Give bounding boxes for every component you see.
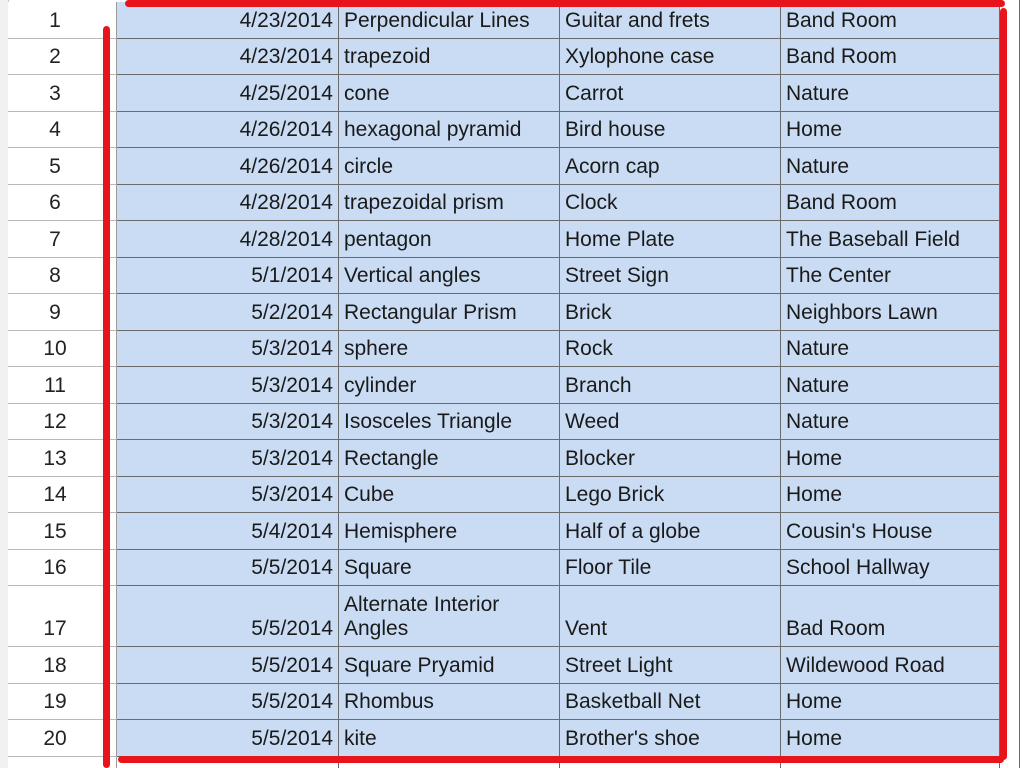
location-cell[interactable]: [781, 221, 1000, 258]
table-row: [0, 294, 1024, 331]
object-cell[interactable]: [560, 684, 781, 721]
location-cell[interactable]: [781, 2, 1000, 39]
date-cell-text: 4/23/2014: [239, 45, 333, 68]
location-cell-text: Band Room: [786, 8, 897, 32]
row-header-text: 5: [49, 154, 61, 178]
table-row: [0, 75, 1024, 112]
row-header-text: 8: [49, 264, 61, 287]
location-cell-text: Home: [786, 118, 843, 141]
shape-cell-text: cone: [344, 81, 390, 105]
row-header-text: 7: [49, 227, 61, 251]
date-cell[interactable]: [117, 39, 339, 76]
shape-cell-text: Alternate Interior Angles: [344, 593, 500, 640]
object-cell-text: Street Light: [565, 653, 673, 677]
location-cell-text: The Baseball Field: [786, 227, 960, 251]
object-cell-text: Clock: [565, 191, 618, 214]
date-cell[interactable]: [117, 513, 339, 550]
location-cell-text: Wildewood Road: [786, 653, 945, 677]
shape-cell[interactable]: [339, 258, 560, 295]
location-cell-text: Nature: [786, 337, 850, 360]
row-header[interactable]: [8, 586, 117, 647]
shape-cell[interactable]: [339, 586, 560, 647]
right-gutter: [1019, 0, 1024, 768]
table-row: [0, 647, 1024, 684]
location-cell-text: Nature: [786, 154, 850, 178]
shape-cell-text: sphere: [344, 337, 409, 360]
table-row: [0, 148, 1024, 185]
object-cell[interactable]: [560, 367, 781, 404]
row-header[interactable]: [8, 294, 117, 331]
date-cell-text: 5/5/2014: [251, 556, 333, 579]
shape-cell-text: trapezoid: [344, 45, 431, 68]
location-cell-text: Home: [786, 726, 843, 750]
row-header-text: 4: [49, 118, 61, 141]
object-cell[interactable]: [560, 647, 781, 684]
location-cell[interactable]: [781, 513, 1000, 550]
row-header[interactable]: [8, 684, 117, 721]
shape-cell[interactable]: [339, 294, 560, 331]
object-cell-text: Branch: [565, 373, 632, 397]
table-row: [0, 513, 1024, 550]
row-header[interactable]: [8, 148, 117, 185]
row-header-text: 3: [49, 81, 61, 105]
row-header[interactable]: [8, 404, 117, 441]
shape-cell-text: circle: [344, 154, 394, 178]
object-cell[interactable]: [560, 586, 781, 647]
table-row: [0, 2, 1024, 39]
shape-cell-text: Rectangular Prism: [344, 300, 517, 324]
row-header-text: 16: [43, 556, 67, 579]
row-header-text: 17: [43, 617, 67, 640]
object-cell-text: Guitar and frets: [565, 8, 710, 32]
table-row: [0, 684, 1024, 721]
row-header[interactable]: [8, 720, 117, 757]
object-cell[interactable]: [560, 39, 781, 76]
object-cell-text: Home Plate: [565, 227, 675, 251]
row-header[interactable]: [8, 550, 117, 587]
row-header-text: 12: [43, 410, 67, 433]
shape-cell[interactable]: [339, 112, 560, 149]
shape-cell-text: hexagonal pyramid: [344, 118, 522, 141]
location-cell[interactable]: [781, 112, 1000, 149]
location-cell[interactable]: [781, 586, 1000, 647]
table-row: [0, 720, 1024, 757]
row-header[interactable]: [8, 647, 117, 684]
date-cell-text: 4/26/2014: [239, 118, 333, 141]
shape-cell[interactable]: [339, 148, 560, 185]
row-header[interactable]: [8, 2, 117, 39]
location-cell[interactable]: [781, 647, 1000, 684]
row-header[interactable]: [8, 75, 117, 112]
shape-cell-text: cylinder: [344, 373, 417, 397]
empty-cell[interactable]: [8, 757, 117, 768]
date-cell[interactable]: [117, 2, 339, 39]
date-cell-text: 4/28/2014: [239, 191, 333, 214]
row-header[interactable]: [8, 112, 117, 149]
location-cell-text: Home: [786, 690, 843, 713]
shape-cell-text: Hemisphere: [344, 519, 458, 543]
date-cell[interactable]: [117, 148, 339, 185]
annotation-bracket-bottom: [118, 756, 1004, 763]
table-row: [0, 440, 1024, 477]
row-header[interactable]: [8, 513, 117, 550]
location-cell-text: Bad Room: [786, 617, 886, 640]
location-cell[interactable]: [781, 148, 1000, 185]
location-cell-text: Neighbors Lawn: [786, 300, 938, 324]
table-row: [0, 477, 1024, 514]
shape-cell[interactable]: [339, 550, 560, 587]
object-cell[interactable]: [560, 440, 781, 477]
date-cell-text: 5/5/2014: [251, 653, 333, 677]
location-cell[interactable]: [781, 404, 1000, 441]
object-cell-text: Bird house: [565, 118, 666, 141]
date-cell[interactable]: [117, 586, 339, 647]
shape-cell-text: kite: [344, 726, 377, 750]
table-row: [0, 404, 1024, 441]
object-cell[interactable]: [560, 2, 781, 39]
location-cell-text: Nature: [786, 410, 850, 433]
row-header[interactable]: [8, 221, 117, 258]
location-cell[interactable]: [781, 294, 1000, 331]
table-row: [0, 112, 1024, 149]
date-cell[interactable]: [117, 477, 339, 514]
object-cell-text: Street Sign: [565, 264, 669, 287]
shape-cell[interactable]: [339, 39, 560, 76]
shape-cell[interactable]: [339, 404, 560, 441]
object-cell[interactable]: [560, 258, 781, 295]
table-row: [0, 331, 1024, 368]
shape-cell-text: Perpendicular Lines: [344, 8, 530, 32]
object-cell-text: Acorn cap: [565, 154, 660, 178]
object-cell-text: Lego Brick: [565, 483, 665, 506]
object-cell[interactable]: [560, 75, 781, 112]
shape-cell-text: pentagon: [344, 227, 432, 251]
date-cell[interactable]: [117, 331, 339, 368]
location-cell-text: Nature: [786, 373, 850, 397]
date-cell-text: 4/23/2014: [239, 8, 333, 32]
object-cell[interactable]: [560, 513, 781, 550]
row-header-text: 6: [49, 191, 61, 214]
location-cell[interactable]: [781, 75, 1000, 112]
shape-cell-text: Cube: [344, 483, 395, 506]
object-cell-text: Rock: [565, 337, 613, 360]
object-cell-text: Floor Tile: [565, 556, 652, 579]
shape-cell[interactable]: [339, 221, 560, 258]
table-row: [0, 586, 1024, 647]
date-cell[interactable]: [117, 221, 339, 258]
object-cell[interactable]: [560, 148, 781, 185]
table-row: [0, 185, 1024, 222]
shape-cell[interactable]: [339, 647, 560, 684]
date-cell[interactable]: [117, 550, 339, 587]
location-cell-text: School Hallway: [786, 556, 930, 579]
shape-cell-text: Square: [344, 556, 412, 579]
date-cell[interactable]: [117, 367, 339, 404]
annotation-bracket-right: [1000, 8, 1007, 760]
table-row: [0, 221, 1024, 258]
object-cell-text: Vent: [565, 617, 608, 640]
shape-cell[interactable]: [339, 185, 560, 222]
row-header-text: 1: [49, 8, 61, 32]
row-header-text: 11: [44, 373, 66, 397]
location-cell[interactable]: [781, 258, 1000, 295]
location-cell-text: Band Room: [786, 191, 897, 214]
shape-cell-text: Vertical angles: [344, 264, 481, 287]
table-row: [0, 39, 1024, 76]
date-cell-text: 5/3/2014: [251, 337, 333, 360]
shape-cell[interactable]: [339, 75, 560, 112]
object-cell[interactable]: [560, 550, 781, 587]
date-cell-text: 5/2/2014: [251, 300, 333, 324]
location-cell[interactable]: [781, 550, 1000, 587]
date-cell[interactable]: [117, 684, 339, 721]
table-row: [0, 258, 1024, 295]
date-cell-text: 5/5/2014: [251, 690, 333, 713]
date-cell-text: 5/3/2014: [251, 446, 333, 470]
date-cell-text: 4/26/2014: [239, 154, 333, 178]
row-header[interactable]: [8, 440, 117, 477]
location-cell[interactable]: [781, 720, 1000, 757]
date-cell[interactable]: [117, 647, 339, 684]
date-cell-text: 4/28/2014: [239, 227, 333, 251]
shape-cell-text: Rectangle: [344, 446, 439, 470]
shape-cell[interactable]: [339, 720, 560, 757]
object-cell[interactable]: [560, 185, 781, 222]
location-cell[interactable]: [781, 185, 1000, 222]
row-header-text: 15: [43, 519, 67, 543]
location-cell[interactable]: [781, 331, 1000, 368]
row-header-text: 19: [43, 690, 67, 713]
date-cell-text: 5/5/2014: [251, 726, 333, 750]
object-cell-text: Weed: [565, 410, 620, 433]
location-cell[interactable]: [781, 477, 1000, 514]
date-cell-text: 5/4/2014: [251, 519, 333, 543]
row-header[interactable]: [8, 258, 117, 295]
date-cell[interactable]: [117, 258, 339, 295]
date-cell-text: 4/25/2014: [239, 81, 333, 105]
row-header-text: 18: [43, 653, 67, 677]
location-cell[interactable]: [781, 684, 1000, 721]
object-cell-text: Basketball Net: [565, 690, 701, 713]
object-cell[interactable]: [560, 477, 781, 514]
row-header-text: 13: [43, 446, 67, 470]
object-cell-text: Brother's shoe: [565, 726, 700, 750]
shape-cell-text: Isosceles Triangle: [344, 410, 513, 433]
row-header-text: 20: [43, 726, 67, 750]
shape-cell[interactable]: [339, 2, 560, 39]
object-cell-text: Blocker: [565, 446, 636, 470]
row-header[interactable]: [8, 367, 117, 404]
object-cell[interactable]: [560, 221, 781, 258]
location-cell-text: Nature: [786, 81, 850, 105]
object-cell[interactable]: [560, 720, 781, 757]
row-header[interactable]: [8, 185, 117, 222]
date-cell[interactable]: [117, 440, 339, 477]
shape-cell[interactable]: [339, 684, 560, 721]
object-cell[interactable]: [560, 404, 781, 441]
date-cell-text: 5/3/2014: [251, 410, 333, 433]
row-header[interactable]: [8, 477, 117, 514]
date-cell-text: 5/3/2014: [251, 373, 333, 397]
row-header[interactable]: [8, 331, 117, 368]
object-cell-text: Half of a globe: [565, 519, 701, 543]
date-cell[interactable]: [117, 720, 339, 757]
location-cell-text: The Center: [786, 264, 892, 287]
date-cell[interactable]: [117, 185, 339, 222]
shape-cell[interactable]: [339, 513, 560, 550]
location-cell-text: Cousin's House: [786, 519, 933, 543]
shape-cell[interactable]: [339, 331, 560, 368]
object-cell[interactable]: [560, 331, 781, 368]
date-cell[interactable]: [117, 294, 339, 331]
object-cell-text: Carrot: [565, 81, 624, 105]
row-header-text: 10: [43, 337, 67, 360]
date-cell[interactable]: [117, 75, 339, 112]
location-cell[interactable]: [781, 367, 1000, 404]
location-cell-text: Home: [786, 446, 843, 470]
row-header-text: 14: [43, 483, 67, 506]
object-cell-text: Xylophone case: [565, 45, 715, 68]
shape-cell-text: trapezoidal prism: [344, 191, 504, 214]
location-cell[interactable]: [781, 39, 1000, 76]
date-cell-text: 5/5/2014: [251, 617, 333, 640]
object-cell[interactable]: [560, 294, 781, 331]
row-header-text: 9: [49, 300, 61, 324]
annotation-bracket-left: [103, 26, 110, 768]
object-cell[interactable]: [560, 112, 781, 149]
shape-cell[interactable]: [339, 367, 560, 404]
shape-cell[interactable]: [339, 477, 560, 514]
row-header-text: 2: [49, 45, 61, 68]
date-cell[interactable]: [117, 404, 339, 441]
shape-cell-text: Square Pryamid: [344, 653, 495, 677]
annotation-bracket-top: [125, 0, 1005, 7]
row-header[interactable]: [8, 39, 117, 76]
shape-cell-text: Rhombus: [344, 690, 434, 713]
date-cell-text: 5/3/2014: [251, 483, 333, 506]
object-cell-text: Brick: [565, 300, 612, 324]
location-cell-text: Band Room: [786, 45, 897, 68]
date-cell[interactable]: [117, 112, 339, 149]
location-cell[interactable]: [781, 440, 1000, 477]
table-row: [0, 550, 1024, 587]
table-row: [0, 367, 1024, 404]
location-cell-text: Home: [786, 483, 843, 506]
shape-cell[interactable]: [339, 440, 560, 477]
date-cell-text: 5/1/2014: [251, 264, 333, 287]
